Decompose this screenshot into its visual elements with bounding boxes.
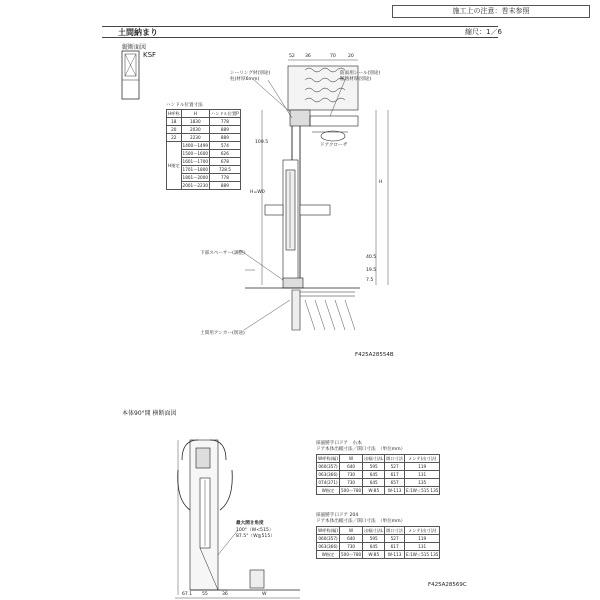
cell: 889	[210, 126, 241, 134]
dim-label: 36	[305, 54, 311, 59]
max-angle-value: 87.5°（W≧515）	[236, 534, 275, 539]
cell: 527	[385, 535, 405, 543]
cell: 119	[405, 535, 440, 543]
cell: 626	[210, 150, 241, 158]
cell: 500〜780	[340, 487, 362, 493]
table-row	[167, 126, 241, 134]
dim-label: 67.1	[182, 592, 193, 597]
dim-label: 40.5	[366, 255, 377, 260]
callout-closer: ドアクローザ	[320, 143, 348, 148]
table2-title: 採風勝手口ドア 204	[316, 513, 359, 518]
dim-label: 19.5	[366, 268, 377, 273]
col-header: 出幅寸法L	[364, 455, 384, 461]
table-header-row	[167, 110, 241, 118]
callout-spacer: 下部スペーサー(調整)	[200, 251, 245, 256]
cell: 131	[405, 543, 440, 551]
table-header-row	[317, 455, 440, 463]
cell: 060(357)	[318, 464, 338, 469]
drawing-code-1: F425A28554B	[355, 352, 394, 358]
cell: W-113	[385, 487, 405, 495]
cell: E:1W＜515 135	[406, 487, 439, 493]
cell: 730	[339, 479, 362, 487]
handle-position-table	[166, 109, 241, 190]
cell: 778	[210, 118, 241, 126]
cell: 640	[339, 463, 362, 471]
cell: 20	[167, 126, 182, 134]
horizontal-section-drawing	[175, 440, 300, 598]
cell: 119	[405, 463, 440, 471]
table-row	[317, 551, 440, 559]
cell: 1801〜2000	[182, 174, 209, 180]
callout-pillar: 柱(材厚6mm)	[230, 77, 260, 82]
cell: W-113	[385, 551, 405, 559]
cell: 2001〜2230	[182, 182, 209, 188]
cell: W指定	[317, 551, 340, 559]
door-icon	[122, 51, 139, 99]
col-header: メンテ(出寸法)	[405, 527, 440, 535]
dim-label: 20	[348, 54, 354, 59]
dim-label: W	[262, 592, 267, 597]
cell: 1830	[181, 118, 210, 126]
cell: E:1W＜515 135	[406, 551, 439, 557]
cell: 645	[363, 543, 385, 551]
cell: 22	[167, 134, 182, 142]
cell: 135	[405, 479, 440, 487]
max-angle-value: 100°（W<515）	[236, 528, 274, 533]
cell: 889	[210, 134, 241, 142]
cell: 728.5	[210, 166, 241, 174]
cell: 730	[339, 543, 362, 551]
cell: 778	[210, 174, 241, 182]
table-header-row	[317, 527, 440, 535]
cell: W指定	[317, 487, 340, 495]
horizontal-section-label: 本体90°開 横断面図	[122, 410, 177, 417]
vertical-section-label: 縦断面図	[122, 44, 147, 51]
drawing-code-2: F425A28569C	[428, 582, 467, 588]
col-header: 開口寸法	[386, 455, 404, 461]
max-angle-label: 最大開き角度	[236, 521, 264, 526]
width-table-2	[316, 526, 440, 559]
col-header: W呼称(幅)	[318, 455, 338, 461]
cell: 640	[339, 535, 362, 543]
dim-label: H=W0	[250, 190, 265, 195]
cell: 500〜780	[340, 551, 362, 557]
cell: 678	[210, 158, 241, 166]
page-title: 土間納まり	[118, 28, 158, 37]
table-row	[317, 487, 440, 495]
cell: H指定	[167, 142, 182, 190]
cell: 595	[363, 535, 385, 543]
cell: W-85	[363, 487, 385, 495]
cell: 2030	[181, 126, 210, 134]
cell: 074(371)	[318, 480, 338, 485]
cell: 617	[385, 543, 405, 551]
cell: 2230	[181, 134, 210, 142]
col-header: W	[339, 527, 362, 535]
col-header: H	[181, 110, 210, 118]
table-row	[317, 471, 440, 479]
width-table-1	[316, 454, 440, 495]
dim-label: 70	[330, 54, 336, 59]
callout-insulation: 断熱材厚(別途)	[340, 77, 372, 82]
cell: 063(366)	[318, 544, 338, 549]
table-row	[167, 134, 241, 142]
table-row	[317, 535, 440, 543]
table-row	[167, 118, 241, 126]
cell: 063(366)	[318, 472, 338, 477]
cell: 060(357)	[318, 536, 338, 541]
cell: 889	[210, 182, 241, 190]
table-row	[317, 543, 440, 551]
cell: 645	[363, 479, 385, 487]
table2-subtitle: ドア本体出幅寸法／開口寸法 （単位mm）	[316, 519, 406, 524]
col-header: W呼称(幅)	[318, 527, 338, 533]
scale-label: 縮尺：1／6	[465, 28, 502, 36]
dim-label: 36	[222, 592, 228, 597]
dim-label: 52	[289, 54, 295, 59]
cell: 527	[385, 463, 405, 471]
table-row	[317, 479, 440, 487]
dim-label: 7.5	[366, 278, 374, 283]
cell: 595	[363, 463, 385, 471]
cell: W-85	[363, 551, 385, 559]
cell: 645	[363, 471, 385, 479]
dim-label: H	[379, 180, 383, 185]
construction-note-box: 施工上の注意：巻末参照	[392, 5, 590, 18]
cell: 1500〜1600	[182, 150, 209, 156]
cell: 1601〜1700	[182, 158, 209, 164]
table1-subtitle: ドア本体出幅寸法／開口寸法 （単位mm）	[316, 447, 406, 452]
col-header: W	[339, 455, 362, 463]
dim-label: 55	[202, 592, 208, 597]
dim-label: 109.5	[255, 140, 269, 145]
cell: 574	[210, 142, 241, 150]
table-row	[167, 142, 241, 150]
cell: 131	[405, 471, 440, 479]
col-header: H呼称	[168, 110, 180, 116]
callout-sealing: シーリング材(別途)	[230, 71, 271, 76]
cell: 18	[167, 118, 182, 126]
col-header: 開口寸法	[386, 527, 404, 533]
table1-title: 採風勝手口ドア 右本	[316, 441, 362, 446]
col-header: メンテ(出寸法)	[405, 455, 440, 463]
callout-anchor: 土間用アンカー(別途)	[200, 331, 245, 336]
model-label: KSF	[143, 51, 157, 59]
callout-rain-seal: 防雨用シール(別途)	[340, 71, 381, 76]
col-header: 出幅寸法L	[364, 527, 384, 533]
cell: 730	[339, 471, 362, 479]
col-header: ハンドル位置P	[211, 110, 239, 116]
vertical-section-drawing	[240, 60, 388, 330]
cell: 617	[385, 471, 405, 479]
cell: 1701〜1800	[182, 166, 209, 172]
handle-table-title: ハンドル位置寸法	[166, 103, 203, 108]
cell: 657	[385, 479, 405, 487]
table-row	[317, 463, 440, 471]
cell: 1400〜1499	[182, 142, 209, 148]
